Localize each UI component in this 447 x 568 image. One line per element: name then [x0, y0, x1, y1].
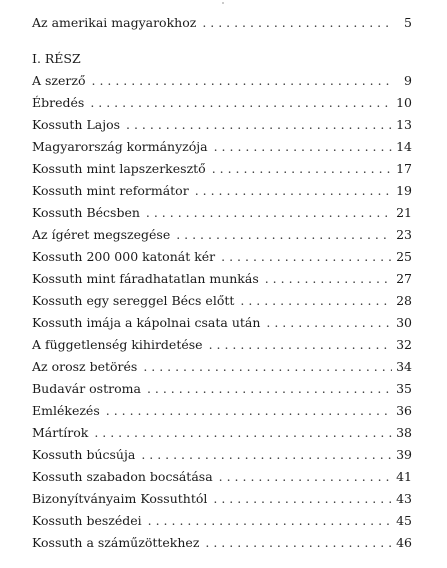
- toc-entry-page: 17: [396, 161, 412, 176]
- dot-leader: [147, 378, 392, 400]
- toc-entry-title: Kossuth szabadon bocsátása: [32, 469, 213, 484]
- toc-entry-title: Kossuth egy sereggel Bécs előtt: [32, 293, 235, 308]
- toc-entry-list: [32, 70, 412, 554]
- toc-entry-title: Bizonyítványaim Kossuthtól: [32, 491, 208, 506]
- toc-entry[interactable]: [32, 180, 412, 202]
- dot-leader: [219, 466, 392, 488]
- dot-leader: [202, 12, 394, 34]
- toc-entry-page: 21: [396, 205, 412, 220]
- toc-entry[interactable]: [32, 224, 412, 246]
- toc-entry-page: 46: [396, 535, 412, 550]
- toc-entry[interactable]: [32, 488, 412, 510]
- toc-entry-page: 10: [396, 95, 412, 110]
- dot-leader: [266, 312, 392, 334]
- toc-entry-title: Ébredés: [32, 95, 85, 110]
- toc-entry-title: Kossuth Lajos: [32, 117, 121, 132]
- toc-entry-title: Kossuth mint lapszerkesztő: [32, 161, 206, 176]
- toc-entry-title: Kossuth a száműzöttekhez: [32, 535, 200, 550]
- dot-leader: [209, 334, 393, 356]
- toc-entry-page: 34: [396, 359, 412, 374]
- toc-entry-page: 14: [396, 139, 412, 154]
- toc-entry[interactable]: [32, 114, 412, 136]
- dot-leader: [143, 356, 392, 378]
- section-heading: I. RÉSZ: [32, 51, 81, 66]
- spacer: [32, 34, 412, 48]
- dot-leader: [212, 158, 392, 180]
- toc-entry-title: Emlékezés: [32, 403, 100, 418]
- toc-entry-title: Az orosz betörés: [32, 359, 138, 374]
- toc-entry-page: 38: [396, 425, 412, 440]
- toc-entry-page: 45: [396, 513, 412, 528]
- toc-entry-page: 39: [396, 447, 412, 462]
- toc-entry-page: 25: [396, 249, 412, 264]
- toc-entry-page: 28: [396, 293, 412, 308]
- toc-entry[interactable]: [32, 158, 412, 180]
- toc-entry[interactable]: [32, 466, 412, 488]
- toc-entry-title: A szerző: [32, 73, 86, 88]
- dot-leader: [90, 92, 392, 114]
- toc-entry[interactable]: [32, 422, 412, 444]
- toc-entry-title: Kossuth Bécsben: [32, 205, 140, 220]
- dot-leader: [141, 444, 392, 466]
- toc-entry-page: 13: [396, 117, 412, 132]
- toc-entry-page: 41: [396, 469, 412, 484]
- dot-leader: [213, 488, 392, 510]
- dot-leader: [146, 202, 392, 224]
- dot-leader: [92, 70, 395, 92]
- toc-entry-title: Kossuth imája a kápolnai csata után: [32, 315, 261, 330]
- toc-entry[interactable]: [32, 334, 412, 356]
- toc-entry[interactable]: [32, 312, 412, 334]
- toc-entry-page: 36: [396, 403, 412, 418]
- dot-leader: [205, 532, 392, 554]
- toc-entry-page: 30: [396, 315, 412, 330]
- toc-entry-page: 9: [404, 73, 412, 88]
- toc-entry[interactable]: [32, 356, 412, 378]
- toc-entry-page: 23: [396, 227, 412, 242]
- dot-leader: [106, 400, 392, 422]
- toc-entry-title: Mártírok: [32, 425, 89, 440]
- toc-entry[interactable]: [32, 202, 412, 224]
- toc-entry[interactable]: [32, 290, 412, 312]
- toc-entry-intro[interactable]: [32, 12, 412, 34]
- toc-entry-title: A függetlenség kihirdetése: [32, 337, 203, 352]
- toc-entry-page: 35: [396, 381, 412, 396]
- dot-leader: [94, 422, 392, 444]
- scan-speck: [222, 2, 224, 4]
- toc-entry[interactable]: [32, 444, 412, 466]
- dot-leader: [148, 510, 392, 532]
- toc-entry-title: Kossuth mint reformátor: [32, 183, 189, 198]
- toc-entry[interactable]: [32, 92, 412, 114]
- toc-entry[interactable]: [32, 136, 412, 158]
- toc-entry[interactable]: [32, 532, 412, 554]
- toc-entry-page: 5: [404, 15, 412, 30]
- toc-entry[interactable]: [32, 246, 412, 268]
- dot-leader: [240, 290, 392, 312]
- toc-entry-page: 19: [396, 183, 412, 198]
- toc-entry-title: Kossuth mint fáradhatatlan munkás: [32, 271, 259, 286]
- toc-entry-title: Kossuth búcsúja: [32, 447, 136, 462]
- toc-entry[interactable]: [32, 400, 412, 422]
- dot-leader: [126, 114, 392, 136]
- toc-entry[interactable]: [32, 268, 412, 290]
- toc-entry[interactable]: [32, 510, 412, 532]
- table-of-contents: [32, 12, 412, 554]
- toc-entry-title: Az amerikai magyarokhoz: [32, 15, 197, 30]
- dot-leader: [265, 268, 392, 290]
- toc-entry[interactable]: [32, 70, 412, 92]
- toc-entry-title: Kossuth beszédei: [32, 513, 142, 528]
- toc-entry-page: 43: [396, 491, 412, 506]
- toc-entry-page: 27: [396, 271, 412, 286]
- dot-leader: [176, 224, 392, 246]
- toc-entry[interactable]: [32, 378, 412, 400]
- dot-leader: [214, 136, 392, 158]
- toc-entry-title: Magyarország kormányzója: [32, 139, 208, 154]
- toc-entry-title: Kossuth 200 000 katonát kér: [32, 249, 216, 264]
- toc-entry-title: Az ígéret megszegése: [32, 227, 171, 242]
- dot-leader: [221, 246, 392, 268]
- toc-entry-page: 32: [396, 337, 412, 352]
- toc-entry-title: Budavár ostroma: [32, 381, 141, 396]
- dot-leader: [195, 180, 392, 202]
